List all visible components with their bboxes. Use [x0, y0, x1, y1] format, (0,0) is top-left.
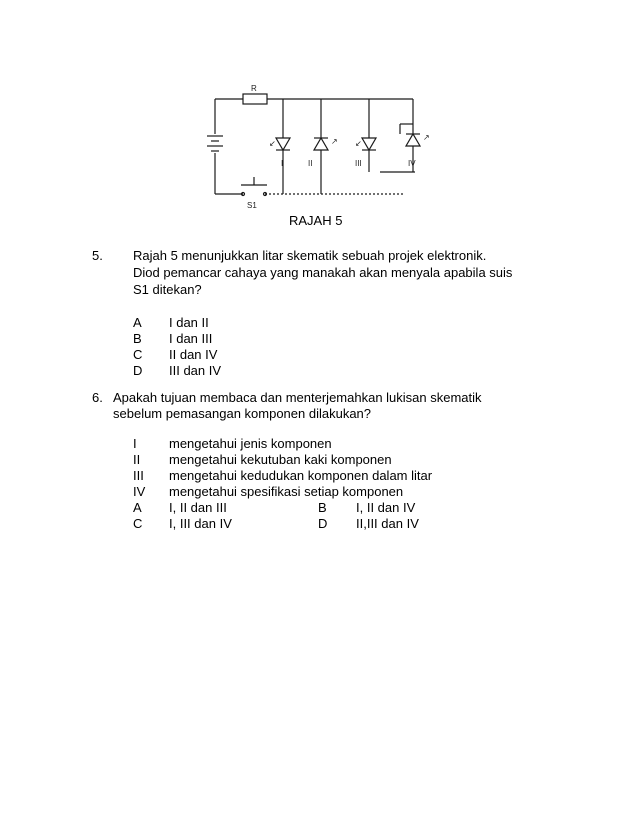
q6-option-text: I, II dan IV	[356, 500, 416, 515]
diode-label-iii: III	[355, 159, 362, 168]
svg-text:↙: ↙	[269, 139, 276, 148]
q6-option-key: B	[318, 500, 327, 515]
q6-statement-key: II	[133, 452, 141, 467]
diode-label-i: I	[281, 159, 284, 168]
svg-text:↗: ↗	[331, 137, 338, 146]
resistor-symbol	[243, 94, 267, 104]
q5-option-key: B	[133, 331, 142, 346]
q5-number: 5.	[92, 248, 103, 263]
led-diode-ii	[314, 99, 338, 194]
resistor-label: R	[251, 84, 257, 93]
q6-option-text: I, III dan IV	[169, 516, 232, 531]
switch-label: S1	[247, 201, 257, 210]
svg-text:↗: ↗	[423, 133, 430, 142]
q6-statement-text: mengetahui jenis komponen	[169, 436, 332, 451]
q6-statement-text: mengetahui spesifikasi setiap komponen	[169, 484, 404, 499]
svg-text:↙: ↙	[355, 139, 362, 148]
push-switch-symbol	[241, 177, 267, 196]
q6-option-key: D	[318, 516, 328, 531]
q5-option-text: I dan III	[169, 331, 213, 346]
q6-option-text: II,III dan IV	[356, 516, 419, 531]
q6-option-key: C	[133, 516, 143, 531]
q5-option-text: III dan IV	[169, 363, 222, 378]
diode-label-iv: IV	[408, 159, 416, 168]
q5-line-3: S1 ditekan?	[133, 282, 202, 297]
q5-line-2: Diod pemancar cahaya yang manakah akan menyala apabila suis	[133, 265, 513, 280]
q5-line-1: Rajah 5 menunjukkan litar skematik sebuah projek elektronik.	[133, 248, 487, 263]
q6-statement-key: IV	[133, 484, 146, 499]
q6-statement-text: mengetahui kekutuban kaki komponen	[169, 452, 392, 467]
q6-statement-key: I	[133, 436, 137, 451]
q5-option-key: D	[133, 363, 143, 378]
circuit-diagram	[205, 84, 445, 214]
q6-number: 6.	[92, 390, 103, 405]
q5-option-text: I dan II	[169, 315, 209, 330]
q6-option-text: I, II dan III	[169, 500, 227, 515]
q5-option-key: A	[133, 315, 142, 330]
q6-line-2: sebelum pemasangan komponen dilakukan?	[113, 406, 372, 421]
led-diode-i	[269, 99, 290, 194]
q6-statement-text: mengetahui kedudukan komponen dalam litar	[169, 468, 433, 483]
diode-label-ii: II	[308, 159, 313, 168]
q6-line-1: Apakah tujuan membaca dan menterjemahkan lukisan skematik	[113, 390, 482, 405]
q5-option-key: C	[133, 347, 143, 362]
figure-caption: RAJAH 5	[289, 213, 343, 228]
battery-symbol	[207, 136, 223, 151]
q5-option-text: II dan IV	[169, 347, 218, 362]
q6-statement-key: III	[133, 468, 144, 483]
q6-option-key: A	[133, 500, 142, 515]
